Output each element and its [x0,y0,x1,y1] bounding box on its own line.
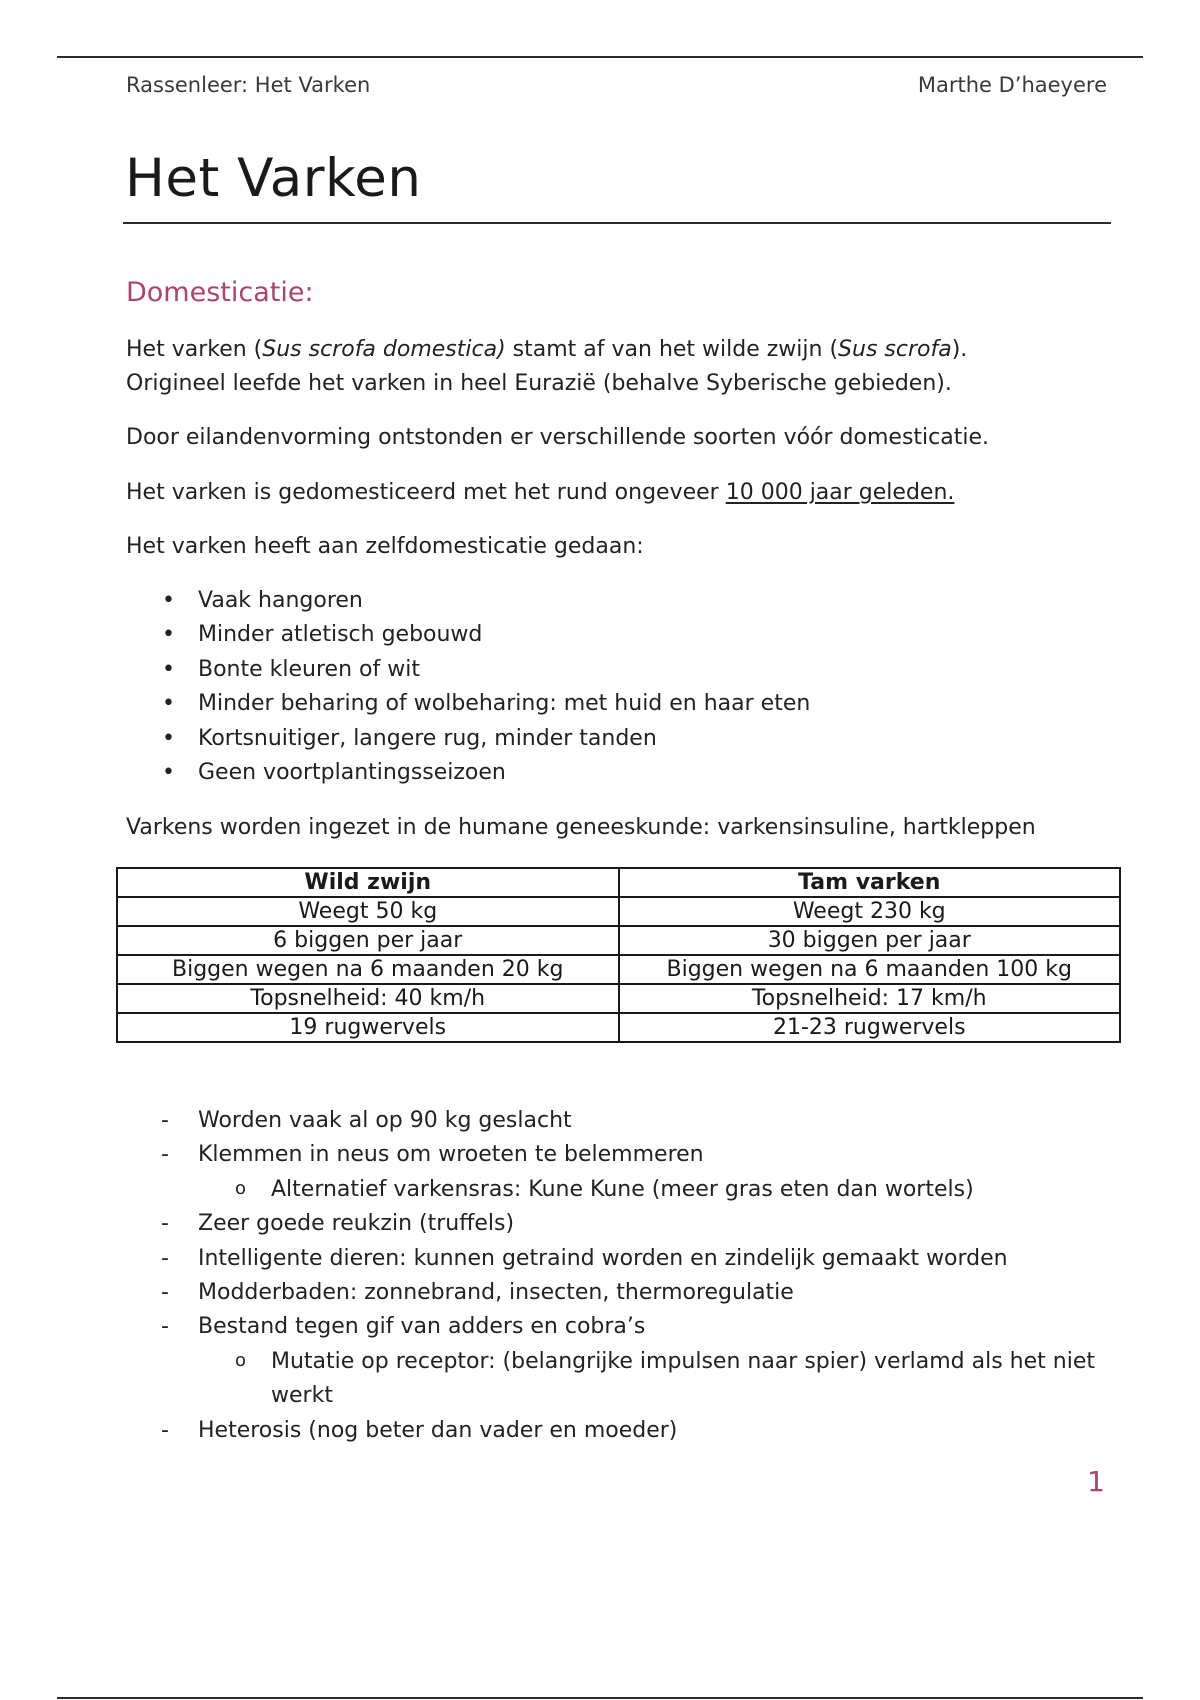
list-item-text: Zeer goede reukzin (truffels) [198,1211,515,1237]
sub-list [198,1345,1126,1414]
paragraph-origin [126,333,1126,401]
sub-list-item: o Mutatie op receptor: (belangrijke impulsen naar spier) verlamd als het niet werkt [198,1345,1141,1414]
paragraph-medicine: Varkens worden ingezet in de humane geneeskunde: varkensinsuline, hartkleppen [126,815,1036,840]
table-row [117,926,1120,955]
list-item: • Vaak hangoren [126,584,810,618]
paragraph-origin-text-a: Het varken ( [126,337,263,362]
list-item-text: Worden vaak al op 90 kg geslacht [198,1108,572,1133]
running-header-author: Marthe D’haeyere [917,73,1107,97]
table-row [117,897,1120,926]
table-cell: Biggen wegen na 6 maanden 20 kg [117,955,619,984]
paragraph-island-formation: Door eilandenvorming ontstonden er verschillende soorten vóór domesticatie. [126,425,989,450]
self-domestication-bullet-list [126,584,810,790]
list-item: • Geen voortplantingsseizoen [126,756,810,790]
header-top-rule [57,56,1143,58]
paragraph-domestication-text: Het varken is gedomesticeerd met het rund ongeveer [126,480,726,505]
table-cell: 6 biggen per jaar [117,926,619,955]
list-item [126,1104,1126,1138]
list-item [126,1207,1126,1241]
facts-dash-list [126,1104,1126,1448]
table-cell: Weegt 50 kg [117,897,619,926]
column-header-wild-zwijn: Wild zwijn [117,868,619,897]
page-number: 1 [1087,1465,1105,1498]
table-cell: Topsnelheid: 17 km/h [619,984,1121,1013]
table-row [117,955,1120,984]
sub-list-item: o Alternatief varkensras: Kune Kune (meer gras eten dan wortels) [198,1173,1141,1207]
scientific-name-scrofa: Sus scrofa [838,337,952,362]
table-header-row [117,868,1120,897]
scientific-name-domestica: Sus scrofa domestica) [262,337,506,362]
list-item-text: Klemmen in neus om wroeten te belemmeren [198,1142,704,1168]
table-row [117,1013,1120,1042]
list-item [126,1242,1126,1276]
list-item-text: Heterosis (nog beter dan vader en moeder) [198,1417,678,1443]
list-item: • Bonte kleuren of wit [126,653,810,687]
table-cell: Biggen wegen na 6 maanden 100 kg [619,955,1121,984]
running-header-course: Rassenleer: Het Varken [126,73,371,97]
column-header-tam-varken: Tam varken [619,868,1121,897]
paragraph-self-domestication: Het varken heeft aan zelfdomesticatie gedaan: [126,534,644,559]
list-item: • Minder atletisch gebouwd [126,618,810,652]
table-cell: Topsnelheid: 40 km/h [117,984,619,1013]
paragraph-domestication-date [126,476,954,510]
paragraph-origin-line2: Origineel leefde het varken in heel Eurazië (behalve Syberische gebieden). [126,371,952,396]
comparison-table [116,867,1121,1043]
table-cell: Weegt 230 kg [619,897,1121,926]
list-item [126,1138,1126,1207]
list-item-text: Bestand tegen gif van adders en cobra’s [198,1314,646,1340]
list-item: • Kortsnuitiger, langere rug, minder tanden [126,722,810,756]
sub-list [198,1173,1126,1207]
list-item-text: Modderbaden: zonnebrand, insecten, thermoregulatie [198,1280,794,1306]
list-item [126,1310,1126,1413]
list-item-text: Intelligente dieren: kunnen getraind worden en zindelijk gemaakt worden [198,1245,1008,1271]
table-row [117,984,1120,1013]
footer-bottom-rule [57,1697,1143,1699]
list-item [126,1276,1126,1310]
paragraph-origin-text-c: stamt af van het wilde zwijn ( [505,337,839,362]
page-title: Het Varken [125,148,422,209]
section-heading-domesticatie: Domesticatie: [126,277,314,308]
domestication-date-underlined: 10 000 jaar geleden. [725,480,955,505]
table-cell: 30 biggen per jaar [619,926,1121,955]
title-underline-rule [123,222,1111,224]
paragraph-origin-text-e: ). [951,337,968,362]
table-cell: 21-23 rugwervels [619,1013,1121,1042]
table-cell: 19 rugwervels [117,1013,619,1042]
list-item [126,1414,1126,1448]
list-item: • Minder beharing of wolbeharing: met huid en haar eten [126,687,810,721]
